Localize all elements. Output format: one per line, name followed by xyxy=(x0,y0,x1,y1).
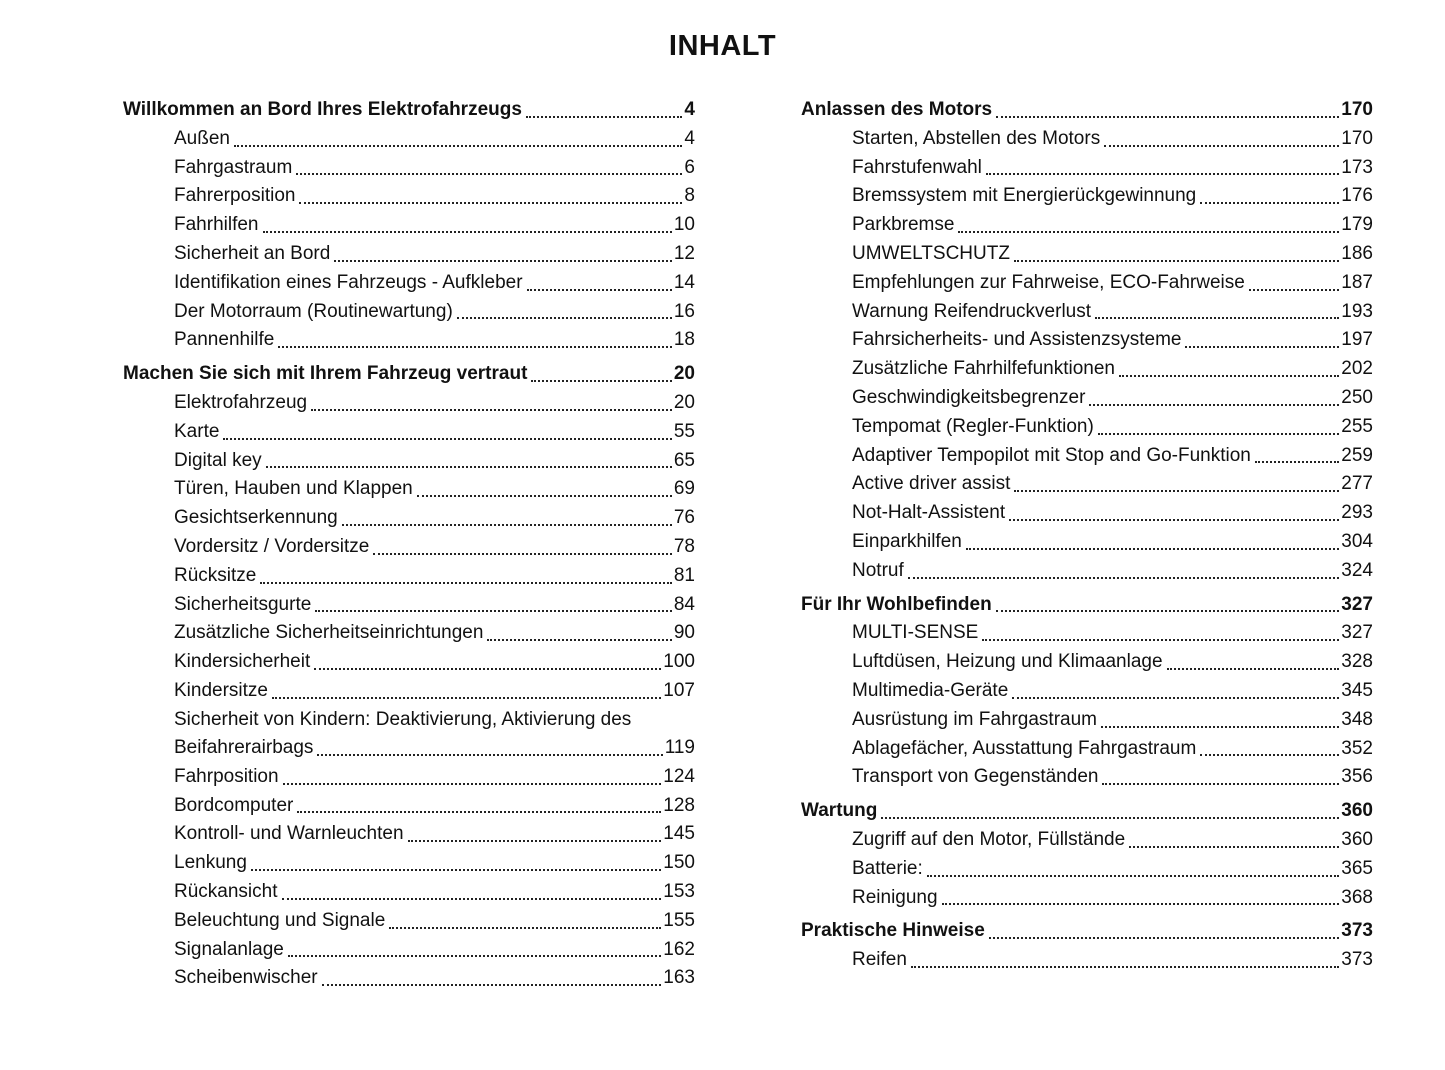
toc-entry-page: 293 xyxy=(1341,502,1373,524)
toc-entry-label: Scheibenwischer xyxy=(174,967,318,989)
toc-entry-page: 78 xyxy=(673,535,695,557)
toc-entry-label: Geschwindigkeitsbegrenzer xyxy=(852,386,1086,408)
dot-leader xyxy=(408,840,662,842)
toc-entry-page: 155 xyxy=(663,909,695,931)
toc-entry[interactable] xyxy=(123,677,695,706)
dot-leader xyxy=(487,639,671,641)
dot-leader xyxy=(911,966,1339,968)
dot-leader xyxy=(1014,260,1339,262)
toc-right-column xyxy=(801,96,1373,975)
toc-entry[interactable] xyxy=(801,442,1373,471)
toc-entry[interactable] xyxy=(801,240,1373,269)
toc-entry-page: 20 xyxy=(673,391,695,413)
toc-entry-page: 65 xyxy=(673,449,695,471)
toc-entry-page: 186 xyxy=(1341,242,1373,264)
dot-leader xyxy=(334,260,672,262)
toc-entry[interactable] xyxy=(123,936,695,965)
toc-entry-label: Fahrstufenwahl xyxy=(852,156,982,178)
toc-entry-label: Wartung xyxy=(801,800,878,822)
dot-leader xyxy=(527,289,672,291)
toc-entry-label: Ablagefächer, Ausstattung Fahrgastraum xyxy=(852,737,1197,759)
dot-leader xyxy=(989,937,1340,939)
toc-entry[interactable] xyxy=(123,533,695,562)
toc-entry[interactable] xyxy=(801,826,1373,855)
toc-section-heading[interactable] xyxy=(801,96,1373,125)
toc-entry[interactable] xyxy=(123,475,695,504)
toc-entry-page: 324 xyxy=(1341,559,1373,581)
toc-entry[interactable] xyxy=(123,820,695,849)
toc-entry[interactable] xyxy=(801,298,1373,327)
toc-entry-label: Fahrgastraum xyxy=(174,156,293,178)
toc-entry-label: Fahrhilfen xyxy=(174,214,259,236)
dot-leader xyxy=(282,898,662,900)
toc-entry-page: 162 xyxy=(663,938,695,960)
dot-leader xyxy=(1167,668,1340,670)
dot-leader xyxy=(927,875,1340,877)
toc-entry-label: Luftdüsen, Heizung und Klimaanlage xyxy=(852,651,1163,673)
toc-entry-page: 69 xyxy=(673,478,695,500)
toc-entry-page: 277 xyxy=(1341,473,1373,495)
toc-entry[interactable] xyxy=(123,619,695,648)
toc-entry-label: Anlassen des Motors xyxy=(801,99,993,120)
toc-entry-label: Warnung Reifendruckverlust xyxy=(852,300,1092,322)
toc-entry-page: 304 xyxy=(1341,530,1373,552)
toc-entry-label: Sicherheit an Bord xyxy=(174,242,331,264)
toc-entry-label: Karte xyxy=(174,420,220,442)
dot-leader xyxy=(278,346,671,348)
dot-leader xyxy=(260,582,672,584)
toc-entry[interactable] xyxy=(801,763,1373,792)
toc-entry-page: 163 xyxy=(663,967,695,989)
toc-entry-label: Fahrsicherheits- und Assistenzsysteme xyxy=(852,329,1182,351)
toc-entry-page: 84 xyxy=(673,593,695,615)
toc-entry-page: 170 xyxy=(1341,99,1373,120)
toc-entry-page: 20 xyxy=(673,363,695,385)
toc-entry[interactable] xyxy=(801,182,1373,211)
toc-entry[interactable] xyxy=(801,499,1373,528)
toc-entry-label: Außen xyxy=(174,127,230,149)
toc-entry-page: 368 xyxy=(1341,886,1373,908)
dot-leader xyxy=(526,116,683,118)
toc-left-column xyxy=(123,96,695,993)
toc-entry-page: 259 xyxy=(1341,444,1373,466)
toc-entry-page: 360 xyxy=(1341,800,1373,822)
toc-section-heading[interactable] xyxy=(801,917,1373,946)
toc-entry[interactable] xyxy=(801,384,1373,413)
toc-section-heading[interactable] xyxy=(801,591,1373,620)
toc-entry-page: 153 xyxy=(663,880,695,902)
toc-entry-page: 14 xyxy=(673,271,695,293)
dot-leader xyxy=(942,903,1340,905)
toc-entry-label: Parkbremse xyxy=(852,214,955,236)
toc-entry-label: Kontroll- und Warnleuchten xyxy=(174,823,404,845)
toc-entry[interactable] xyxy=(123,211,695,240)
toc-entry-label: Zusätzliche Fahrhilfefunktionen xyxy=(852,358,1115,380)
dot-leader xyxy=(996,116,1339,118)
dot-leader xyxy=(1101,726,1339,728)
dot-leader xyxy=(311,409,672,411)
toc-entry-label: Transport von Gegenständen xyxy=(852,766,1099,788)
toc-entry-label: Rückansicht xyxy=(174,880,278,902)
dot-leader xyxy=(296,173,682,175)
toc-entry[interactable] xyxy=(123,878,695,907)
toc-section-heading[interactable] xyxy=(123,360,695,389)
toc-entry-label: Digital key xyxy=(174,449,262,471)
toc-entry-label: Lenkung xyxy=(174,852,247,874)
dot-leader xyxy=(272,697,661,699)
toc-entry-page: 193 xyxy=(1341,300,1373,322)
toc-entry-page: 100 xyxy=(663,651,695,673)
toc-entry[interactable] xyxy=(123,298,695,327)
toc-entry-label: Reifen xyxy=(852,949,907,971)
dot-leader xyxy=(251,869,661,871)
dot-leader xyxy=(996,610,1340,612)
toc-entry[interactable] xyxy=(801,413,1373,442)
dot-leader xyxy=(1104,145,1339,147)
toc-entry-label: Reinigung xyxy=(852,886,938,908)
toc-entry-label: Kindersicherheit xyxy=(174,651,311,673)
toc-entry[interactable] xyxy=(123,269,695,298)
dot-leader xyxy=(1185,346,1339,348)
dot-leader xyxy=(389,927,661,929)
toc-entry[interactable] xyxy=(123,504,695,533)
toc-entry-page: 119 xyxy=(664,737,695,759)
toc-entry-page: 90 xyxy=(673,622,695,644)
dot-leader xyxy=(283,783,662,785)
toc-entry[interactable] xyxy=(801,648,1373,677)
toc-entry-page: 352 xyxy=(1341,737,1373,759)
toc-entry[interactable] xyxy=(801,470,1373,499)
toc-entry[interactable] xyxy=(801,528,1373,557)
toc-entry-label: Starten, Abstellen des Motors xyxy=(852,127,1101,149)
toc-entry[interactable] xyxy=(123,964,695,993)
toc-entry-page: 16 xyxy=(673,300,695,322)
toc-entry-page: 107 xyxy=(663,679,695,701)
toc-entry-page: 76 xyxy=(673,507,695,529)
dot-leader xyxy=(223,438,671,440)
dot-leader xyxy=(1249,289,1339,291)
dot-leader xyxy=(1129,846,1339,848)
toc-entry[interactable] xyxy=(123,591,695,620)
toc-entry-label: Bordcomputer xyxy=(174,794,294,816)
toc-entry-label: Adaptiver Tempopilot mit Stop and Go-Funktion xyxy=(852,444,1251,466)
dot-leader xyxy=(457,317,672,319)
toc-entry-page: 12 xyxy=(673,242,695,264)
dot-leader xyxy=(1009,519,1339,521)
toc-entry-page: 348 xyxy=(1341,708,1373,730)
dot-leader xyxy=(299,202,682,204)
toc-entry[interactable] xyxy=(123,182,695,211)
dot-leader xyxy=(417,495,672,497)
toc-entry-label: Not-Halt-Assistent xyxy=(852,502,1006,524)
toc-entry-label: Elektrofahrzeug xyxy=(174,391,308,413)
toc-entry[interactable] xyxy=(801,154,1373,183)
toc-entry-page: 10 xyxy=(673,214,695,236)
dot-leader xyxy=(881,817,1339,819)
dot-leader xyxy=(266,466,672,468)
dot-leader xyxy=(317,754,662,756)
toc-entry-label: Empfehlungen zur Fahrweise, ECO-Fahrweise xyxy=(852,271,1245,293)
toc-entry-label: Multimedia-Geräte xyxy=(852,679,1009,701)
toc-entry-label: Machen Sie sich mit Ihrem Fahrzeug vertraut xyxy=(123,363,528,385)
toc-entry[interactable] xyxy=(801,855,1373,884)
toc-entry-page: 255 xyxy=(1341,415,1373,437)
dot-leader xyxy=(1014,490,1339,492)
dot-leader xyxy=(314,668,661,670)
dot-leader xyxy=(982,639,1339,641)
dot-leader xyxy=(1119,375,1339,377)
toc-entry-label: Bremssystem mit Energierückgewinnung xyxy=(852,185,1197,207)
toc-entry-page: 4 xyxy=(684,99,695,120)
toc-entry-label: Fahrerposition xyxy=(174,185,296,207)
toc-entry[interactable] xyxy=(123,240,695,269)
toc-entry[interactable] xyxy=(801,735,1373,764)
toc-entry[interactable] xyxy=(123,326,695,355)
toc-entry-label: Der Motorraum (Routinewartung) xyxy=(174,300,453,322)
toc-entry-page: 345 xyxy=(1341,679,1373,701)
toc-entry-label: Zusätzliche Sicherheitseinrichtungen xyxy=(174,622,484,644)
toc-entry[interactable] xyxy=(801,125,1373,154)
toc-entry-label: Signalanlage xyxy=(174,938,284,960)
toc-entry[interactable] xyxy=(123,562,695,591)
dot-leader xyxy=(1095,317,1339,319)
toc-entry-label: Sicherheitsgurte xyxy=(174,593,312,615)
toc-entry-label-continued: Beifahrerairbags xyxy=(174,737,314,759)
toc-entry[interactable] xyxy=(801,884,1373,913)
toc-entry-page: 81 xyxy=(673,564,695,586)
toc-entry[interactable] xyxy=(123,792,695,821)
dot-leader xyxy=(966,548,1339,550)
toc-entry-label: Notruf xyxy=(852,559,904,581)
dot-leader xyxy=(908,577,1340,579)
dot-leader xyxy=(1102,783,1339,785)
toc-entry[interactable] xyxy=(123,447,695,476)
toc-entry-page: 360 xyxy=(1341,828,1373,850)
toc-entry-label: Rücksitze xyxy=(174,564,257,586)
toc-entry-label: Tempomat (Regler-Funktion) xyxy=(852,415,1094,437)
toc-entry[interactable] xyxy=(123,125,695,154)
toc-entry[interactable] xyxy=(801,706,1373,735)
toc-section-heading[interactable] xyxy=(123,96,695,125)
toc-entry-page: 145 xyxy=(663,823,695,845)
dot-leader xyxy=(288,955,661,957)
toc-entry-page: 8 xyxy=(684,185,695,207)
toc-entry-page: 202 xyxy=(1341,358,1373,380)
dot-leader xyxy=(531,380,671,382)
dot-leader xyxy=(958,231,1339,233)
toc-entry-page: 173 xyxy=(1341,156,1373,178)
dot-leader xyxy=(297,811,661,813)
toc-entry-label: Praktische Hinweise xyxy=(801,920,985,942)
toc-entry-label: Zugriff auf den Motor, Füllstände xyxy=(852,828,1126,850)
toc-entry-label: Türen, Hauben und Klappen xyxy=(174,478,413,500)
toc-entry[interactable] xyxy=(801,355,1373,384)
dot-leader xyxy=(1089,404,1339,406)
toc-entry-label: Fahrposition xyxy=(174,765,279,787)
toc-entry-page: 373 xyxy=(1341,920,1373,942)
toc-entry[interactable] xyxy=(123,706,695,763)
toc-entry[interactable] xyxy=(123,418,695,447)
toc-entry-label: MULTI-SENSE xyxy=(852,622,979,644)
toc-entry-page: 373 xyxy=(1341,949,1373,971)
dot-leader xyxy=(315,610,672,612)
toc-entry[interactable] xyxy=(801,557,1373,586)
toc-entry-label: Einparkhilfen xyxy=(852,530,962,552)
toc-entry[interactable] xyxy=(801,326,1373,355)
toc-entry-page: 365 xyxy=(1341,857,1373,879)
toc-entry-page: 55 xyxy=(673,420,695,442)
dot-leader xyxy=(1255,461,1339,463)
toc-entry-label: Willkommen an Bord Ihres Elektrofahrzeugs xyxy=(123,99,522,120)
dot-leader xyxy=(986,173,1339,175)
toc-entry[interactable] xyxy=(123,154,695,183)
toc-entry-page: 4 xyxy=(684,127,695,149)
toc-entry-page: 170 xyxy=(1341,127,1373,149)
toc-entry[interactable] xyxy=(123,389,695,418)
dot-leader xyxy=(1200,754,1339,756)
toc-entry[interactable] xyxy=(123,648,695,677)
toc-entry-label: Active driver assist xyxy=(852,473,1011,495)
dot-leader xyxy=(1200,202,1339,204)
page-title: INHALT xyxy=(668,30,777,62)
toc-entry-label: Beleuchtung und Signale xyxy=(174,909,386,931)
toc-entry-page: 250 xyxy=(1341,386,1373,408)
toc-entry-label: Ausrüstung im Fahrgastraum xyxy=(852,708,1097,730)
toc-entry-page: 124 xyxy=(663,765,695,787)
toc-entry-label: Für Ihr Wohlbefinden xyxy=(801,593,992,615)
toc-entry[interactable] xyxy=(801,619,1373,648)
toc-entry-page: 176 xyxy=(1341,185,1373,207)
toc-entry[interactable] xyxy=(123,849,695,878)
toc-entry-label: Vordersitz / Vordersitze xyxy=(174,535,370,557)
toc-entry-page: 187 xyxy=(1341,271,1373,293)
toc-entry-page: 356 xyxy=(1341,766,1373,788)
toc-entry[interactable] xyxy=(801,269,1373,298)
toc-entry-label: Gesichtserkennung xyxy=(174,507,338,529)
toc-entry[interactable] xyxy=(801,677,1373,706)
toc-entry-label: Kindersitze xyxy=(174,679,268,701)
toc-entry-label: Batterie: xyxy=(852,857,923,879)
dot-leader xyxy=(263,231,672,233)
dot-leader xyxy=(1012,697,1339,699)
toc-entry-page: 328 xyxy=(1341,651,1373,673)
toc-entry-page: 6 xyxy=(684,156,695,178)
dot-leader xyxy=(322,984,662,986)
toc-entry-page: 327 xyxy=(1341,593,1373,615)
toc-entry-page: 128 xyxy=(663,794,695,816)
toc-entry-page: 327 xyxy=(1341,622,1373,644)
toc-section-heading[interactable] xyxy=(801,797,1373,826)
toc-entry-page: 197 xyxy=(1341,329,1373,351)
toc-entry-page: 18 xyxy=(673,329,695,351)
toc-entry[interactable] xyxy=(123,907,695,936)
toc-entry-page: 150 xyxy=(663,852,695,874)
toc-entry[interactable] xyxy=(801,211,1373,240)
dot-leader xyxy=(342,524,672,526)
toc-entry-page: 179 xyxy=(1341,214,1373,236)
dot-leader xyxy=(1098,433,1339,435)
dot-leader xyxy=(373,553,671,555)
toc-entry[interactable] xyxy=(123,763,695,792)
toc-entry[interactable] xyxy=(801,946,1373,975)
toc-entry-label: Sicherheit von Kindern: Deaktivierung, Aktivierung des xyxy=(174,708,632,730)
toc-entry-label: Identifikation eines Fahrzeugs - Aufkleber xyxy=(174,271,523,293)
toc-entry-label: UMWELTSCHUTZ xyxy=(852,242,1010,264)
toc-entry-label: Pannenhilfe xyxy=(174,329,275,351)
dot-leader xyxy=(234,145,682,147)
